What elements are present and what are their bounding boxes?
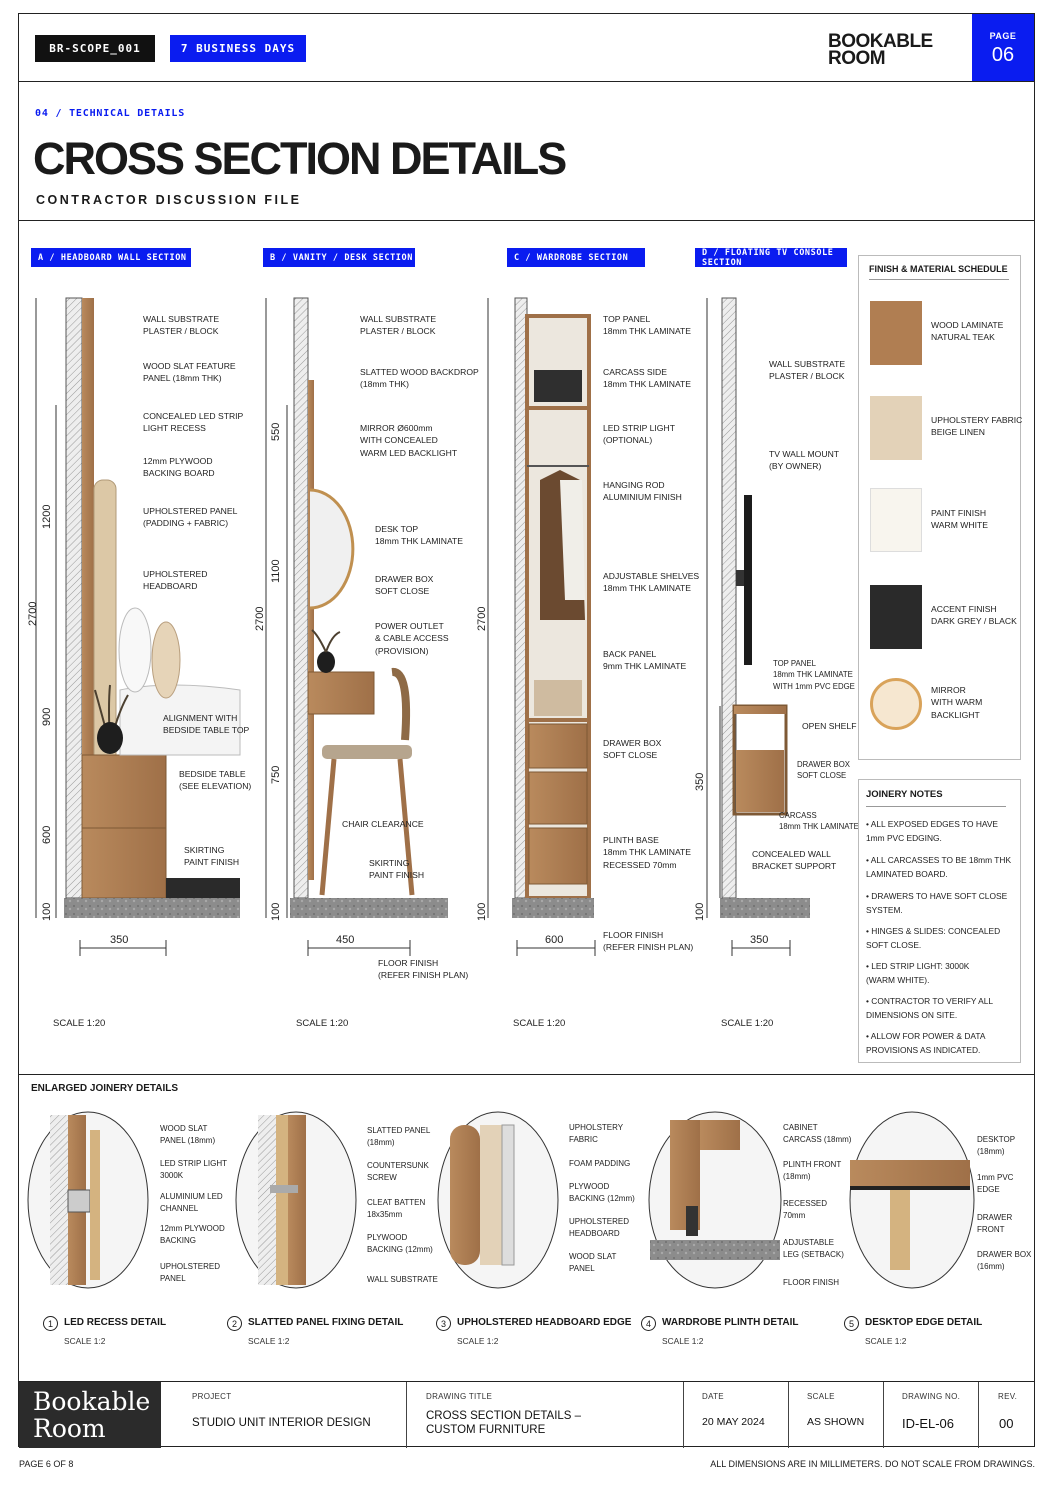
note-2-text: ALL CARCASSES TO BE 18mm THK LAMINATED BOARD. bbox=[866, 855, 1012, 879]
section-a-dim-height: 2700 bbox=[27, 601, 39, 626]
detail-3-title: UPHOLSTERED HEADBOARD EDGE bbox=[457, 1317, 632, 1328]
tb-sep-4 bbox=[883, 1382, 884, 1448]
detail-4-label-3: RECESSED 70mm bbox=[783, 1199, 828, 1220]
section-a-label-7: ALIGNMENT WITH BEDSIDE TABLE TOP bbox=[163, 713, 250, 736]
swatch-mirror bbox=[870, 678, 922, 730]
section-a-label-6: UPHOLSTERED HEADBOARD bbox=[143, 569, 208, 592]
drawing-title-line-2: CUSTOM FURNITURE bbox=[426, 1424, 546, 1436]
section-d-label-4: OPEN SHELF bbox=[802, 721, 857, 731]
section-a-label-9: SKIRTING PAINT FINISH bbox=[184, 845, 240, 868]
section-a-dim-1: 1200 bbox=[41, 504, 53, 529]
section-a-label-3: CONCEALED LED STRIP LIGHT RECESS bbox=[143, 411, 244, 434]
section-d-dim-1: 350 bbox=[694, 772, 706, 791]
note-1-text: ALL EXPOSED EDGES TO HAVE 1mm PVC EDGING. bbox=[866, 819, 999, 843]
drawing-title-line-1: CROSS SECTION DETAILS – bbox=[426, 1410, 582, 1422]
section-a-scale: SCALE 1:20 bbox=[53, 1018, 106, 1029]
detail-5-label-1: DESKTOP (18mm) bbox=[977, 1135, 1016, 1156]
section-d-label-7: CONCEALED WALL BRACKET SUPPORT bbox=[752, 849, 837, 872]
detail-5-label-4: DRAWER BOX (16mm) bbox=[977, 1250, 1032, 1271]
section-a-drawing bbox=[36, 298, 240, 918]
date-label: DATE bbox=[702, 1392, 724, 1401]
page-of: PAGE 6 OF 8 bbox=[19, 1459, 74, 1469]
section-a-label-1: WALL SUBSTRATE PLASTER / BLOCK bbox=[143, 314, 220, 337]
section-c-label-8: PLINTH BASE 18mm THK LAMINATE RECESSED 70mm bbox=[603, 835, 692, 870]
detail-1-label-3: ALUMINIUM LED CHANNEL bbox=[160, 1192, 223, 1213]
scope-code-tag: BR-SCOPE_001 bbox=[35, 35, 155, 62]
section-b-label-5: DRAWER BOX SOFT CLOSE bbox=[375, 574, 434, 597]
section-a-dim-3: 600 bbox=[41, 825, 53, 844]
section-a-label-5: UPHOLSTERED PANEL (PADDING + FABRIC) bbox=[143, 506, 238, 529]
section-b-label-7: CHAIR CLEARANCE bbox=[342, 819, 424, 829]
note-3-text: DRAWERS TO HAVE SOFT CLOSE SYSTEM. bbox=[866, 891, 1008, 915]
section-c-label-3: LED STRIP LIGHT (OPTIONAL) bbox=[603, 423, 675, 446]
section-c-label-6: BACK PANEL 9mm THK LAMINATE bbox=[603, 649, 687, 672]
note-4-text: HINGES & SLIDES: CONCEALED SOFT CLOSE. bbox=[866, 926, 1001, 950]
breadcrumb: 04 / TECHNICAL DETAILS bbox=[35, 108, 186, 119]
detail-3-scale: SCALE 1:2 bbox=[457, 1336, 499, 1346]
section-b-label-3: MIRROR Ø600mm WITH CONCEALED WARM LED BACKLIGHT bbox=[360, 423, 458, 458]
swatch-accent-finish bbox=[870, 585, 922, 649]
detail-5-label-2: 1mm PVC EDGE bbox=[977, 1173, 1014, 1194]
section-c-width: 600 bbox=[545, 934, 564, 946]
section-d-width: 350 bbox=[750, 934, 769, 946]
project-value: STUDIO UNIT INTERIOR DESIGN bbox=[192, 1417, 371, 1429]
note-5: • LED STRIP LIGHT: 3000K (WARM WHITE). bbox=[866, 961, 970, 985]
detail-4-label-5: FLOOR FINISH bbox=[783, 1278, 840, 1287]
section-b-label-8: SKIRTING PAINT FINISH bbox=[369, 858, 425, 881]
section-a-label-2: WOOD SLAT FEATURE PANEL (18mm THK) bbox=[143, 361, 236, 384]
enlarged-divider bbox=[18, 1074, 1035, 1075]
footer-logo bbox=[19, 1382, 161, 1448]
joinery-notes-title: JOINERY NOTES bbox=[866, 789, 943, 800]
detail-1-label-1: WOOD SLAT PANEL (18mm) bbox=[160, 1124, 216, 1145]
rev-label: REV. bbox=[998, 1392, 1018, 1401]
section-a-label-8: BEDSIDE TABLE (SEE ELEVATION) bbox=[179, 769, 252, 792]
detail-2-label-1: SLATTED PANEL (18mm) bbox=[367, 1126, 431, 1147]
scale-value: AS SHOWN bbox=[807, 1416, 865, 1428]
page-badge-number: 06 bbox=[991, 44, 1015, 66]
section-b-dim-2: 1100 bbox=[270, 559, 282, 583]
detail-3-label-4: UPHOLSTERED HEADBOARD bbox=[569, 1217, 630, 1238]
tb-sep-1 bbox=[406, 1382, 407, 1448]
detail-2-scale: SCALE 1:2 bbox=[248, 1336, 290, 1346]
section-a-dim-2: 900 bbox=[41, 707, 53, 726]
note-1: • ALL EXPOSED EDGES TO HAVE 1mm PVC EDGING. bbox=[866, 819, 999, 843]
drawing-no-value: ID-EL-06 bbox=[902, 1416, 955, 1431]
section-c-dim-height: 2700 bbox=[476, 606, 488, 631]
note-6: • CONTRACTOR TO VERIFY ALL DIMENSIONS ON SITE. bbox=[866, 996, 994, 1020]
schedule-item-4: ACCENT FINISH DARK GREY / BLACK bbox=[931, 604, 1017, 627]
date-value: 20 MAY 2024 bbox=[702, 1416, 765, 1428]
detail-3-number: 3 bbox=[436, 1316, 451, 1331]
section-b-label-1: WALL SUBSTRATE PLASTER / BLOCK bbox=[360, 314, 437, 337]
section-b-dim-1: 550 bbox=[270, 422, 282, 441]
disclaimer: ALL DIMENSIONS ARE IN MILLIMETERS. DO NOT SCALE FROM DRAWINGS. bbox=[710, 1459, 1035, 1469]
footer-logo-line-1: Bookable bbox=[33, 1387, 151, 1416]
detail-5-scale: SCALE 1:2 bbox=[865, 1336, 907, 1346]
brand-line-2: ROOM bbox=[828, 48, 886, 69]
detail-1-number: 1 bbox=[43, 1316, 58, 1331]
section-b-label-6: POWER OUTLET & CABLE ACCESS (PROVISION) bbox=[375, 621, 449, 656]
detail-4-number: 4 bbox=[641, 1316, 656, 1331]
section-c-label-9: FLOOR FINISH (REFER FINISH PLAN) bbox=[603, 930, 694, 953]
note-5-text: LED STRIP LIGHT: 3000K (WARM WHITE). bbox=[866, 961, 970, 985]
section-d-tag: D / FLOATING TV CONSOLE SECTION bbox=[695, 248, 847, 267]
section-c-label-5: ADJUSTABLE SHELVES 18mm THK LAMINATE bbox=[603, 571, 700, 594]
section-c-label-7: DRAWER BOX SOFT CLOSE bbox=[603, 738, 662, 761]
detail-4-scale: SCALE 1:2 bbox=[662, 1336, 704, 1346]
finish-schedule-title: FINISH & MATERIAL SCHEDULE bbox=[869, 264, 1008, 274]
section-b-scale: SCALE 1:20 bbox=[296, 1018, 349, 1029]
section-d-label-2: TV WALL MOUNT (BY OWNER) bbox=[769, 449, 840, 472]
section-b-dim-3: 750 bbox=[270, 765, 282, 784]
section-b-label-2: SLATTED WOOD BACKDROP (18mm THK) bbox=[360, 367, 479, 390]
note-7: • ALLOW FOR POWER & DATA PROVISIONS AS INDICATED. bbox=[866, 1031, 986, 1055]
note-3: • DRAWERS TO HAVE SOFT CLOSE SYSTEM. bbox=[866, 891, 1008, 915]
section-b-label-9: FLOOR FINISH (REFER FINISH PLAN) bbox=[378, 958, 469, 981]
note-4: • HINGES & SLIDES: CONCEALED SOFT CLOSE. bbox=[866, 926, 1001, 950]
section-b-dim-height: 2700 bbox=[254, 606, 266, 631]
section-b-dim-4: 100 bbox=[270, 902, 282, 921]
detail-1-title: LED RECESS DETAIL bbox=[64, 1317, 167, 1328]
section-c-label-1: TOP PANEL 18mm THK LAMINATE bbox=[603, 314, 692, 337]
schedule-item-5: MIRROR WITH WARM BACKLIGHT bbox=[931, 685, 983, 720]
section-a-width: 350 bbox=[110, 934, 129, 946]
page-title: CROSS SECTION DETAILS bbox=[33, 133, 566, 184]
detail-4-label-2: PLINTH FRONT (18mm) bbox=[783, 1160, 842, 1181]
page-badge-label: PAGE bbox=[989, 31, 1017, 41]
detail-2-label-4: PLYWOOD BACKING (12mm) bbox=[367, 1233, 433, 1254]
note-2: • ALL CARCASSES TO BE 18mm THK LAMINATED BOARD. bbox=[866, 855, 1012, 879]
note-7-text: ALLOW FOR POWER & DATA PROVISIONS AS INDICATED. bbox=[866, 1031, 986, 1055]
swatch-paint-finish bbox=[870, 488, 922, 552]
section-c-tag: C / WARDROBE SECTION bbox=[507, 248, 645, 267]
tb-sep-2 bbox=[683, 1382, 684, 1448]
enlarged-details-title: ENLARGED JOINERY DETAILS bbox=[31, 1083, 179, 1094]
detail-5-title: DESKTOP EDGE DETAIL bbox=[865, 1317, 983, 1328]
detail-2-label-3: CLEAT BATTEN 18x35mm bbox=[367, 1198, 426, 1219]
detail-5-number: 5 bbox=[844, 1316, 859, 1331]
joinery-notes-underline bbox=[866, 806, 1006, 807]
drawing-title-label: DRAWING TITLE bbox=[426, 1392, 493, 1401]
section-a-tag: A / HEADBOARD WALL SECTION bbox=[31, 248, 191, 267]
scale-label: SCALE bbox=[807, 1392, 835, 1401]
detail-2-label-2: COUNTERSUNK SCREW bbox=[367, 1161, 429, 1182]
section-d-label-6: CARCASS 18mm THK LAMINATE bbox=[779, 811, 859, 832]
section-a-dim-4: 100 bbox=[41, 902, 53, 921]
section-b-label-4: DESK TOP 18mm THK LAMINATE bbox=[375, 524, 464, 547]
detail-3-label-5: WOOD SLAT PANEL bbox=[569, 1252, 617, 1273]
section-c-label-2: CARCASS SIDE 18mm THK LAMINATE bbox=[603, 367, 692, 390]
tb-sep-3 bbox=[788, 1382, 789, 1448]
rev-value: 00 bbox=[999, 1416, 1014, 1431]
tb-sep-5 bbox=[978, 1382, 979, 1448]
schedule-item-2: UPHOLSTERY FABRIC BEIGE LINEN bbox=[931, 415, 1023, 438]
finish-schedule-underline bbox=[869, 279, 1009, 280]
business-days-tag: 7 BUSINESS DAYS bbox=[170, 35, 306, 62]
detail-1-scale: SCALE 1:2 bbox=[64, 1336, 106, 1346]
section-b-width: 450 bbox=[336, 934, 355, 946]
section-d-label-5: DRAWER BOX SOFT CLOSE bbox=[797, 760, 850, 781]
detail-4-label-1: CABINET CARCASS (18mm) bbox=[783, 1123, 852, 1144]
swatch-wood-laminate bbox=[870, 301, 922, 365]
detail-4-label-4: ADJUSTABLE LEG (SETBACK) bbox=[783, 1238, 844, 1259]
footer-logo-line-2: Room bbox=[33, 1414, 106, 1443]
section-d-dim-2: 100 bbox=[694, 902, 706, 921]
section-c-drawing bbox=[488, 298, 594, 918]
page-subtitle: CONTRACTOR DISCUSSION FILE bbox=[36, 193, 302, 207]
section-d-label-3: TOP PANEL 18mm THK LAMINATE WITH 1mm PVC EDGE bbox=[773, 659, 855, 691]
detail-3-label-1: UPHOLSTERY FABRIC bbox=[569, 1123, 624, 1144]
detail-4-title: WARDROBE PLINTH DETAIL bbox=[662, 1317, 799, 1328]
detail-3-label-3: PLYWOOD BACKING (12mm) bbox=[569, 1182, 635, 1203]
detail-1-label-5: UPHOLSTERED PANEL bbox=[160, 1262, 221, 1283]
section-a-label-4: 12mm PLYWOOD BACKING BOARD bbox=[143, 456, 215, 479]
section-b-tag: B / VANITY / DESK SECTION bbox=[263, 248, 415, 267]
section-c-dim-1: 100 bbox=[476, 902, 488, 921]
note-6-text: CONTRACTOR TO VERIFY ALL DIMENSIONS ON SITE. bbox=[866, 996, 994, 1020]
schedule-item-1: WOOD LAMINATE NATURAL TEAK bbox=[931, 320, 1004, 343]
section-c-scale: SCALE 1:20 bbox=[513, 1018, 566, 1029]
swatch-upholstery-fabric bbox=[870, 396, 922, 460]
schedule-item-3: PAINT FINISH WARM WHITE bbox=[931, 508, 988, 531]
brand-line-1: BOOKABLE bbox=[828, 31, 933, 52]
section-d-label-1: WALL SUBSTRATE PLASTER / BLOCK bbox=[769, 359, 846, 382]
detail-5-label-3: DRAWER FRONT bbox=[977, 1213, 1013, 1234]
drawing-no-label: DRAWING NO. bbox=[902, 1392, 961, 1401]
detail-2-label-5: WALL SUBSTRATE bbox=[367, 1275, 438, 1284]
detail-3-label-2: FOAM PADDING bbox=[569, 1159, 631, 1168]
detail-2-title: SLATTED PANEL FIXING DETAIL bbox=[248, 1317, 404, 1328]
detail-1-label-2: LED STRIP LIGHT 3000K bbox=[160, 1159, 227, 1180]
project-label: PROJECT bbox=[192, 1392, 232, 1401]
detail-2-number: 2 bbox=[227, 1316, 242, 1331]
section-c-label-4: HANGING ROD ALUMINIUM FINISH bbox=[603, 480, 682, 503]
detail-1-label-4: 12mm PLYWOOD BACKING bbox=[160, 1224, 225, 1245]
section-d-scale: SCALE 1:20 bbox=[721, 1018, 774, 1029]
